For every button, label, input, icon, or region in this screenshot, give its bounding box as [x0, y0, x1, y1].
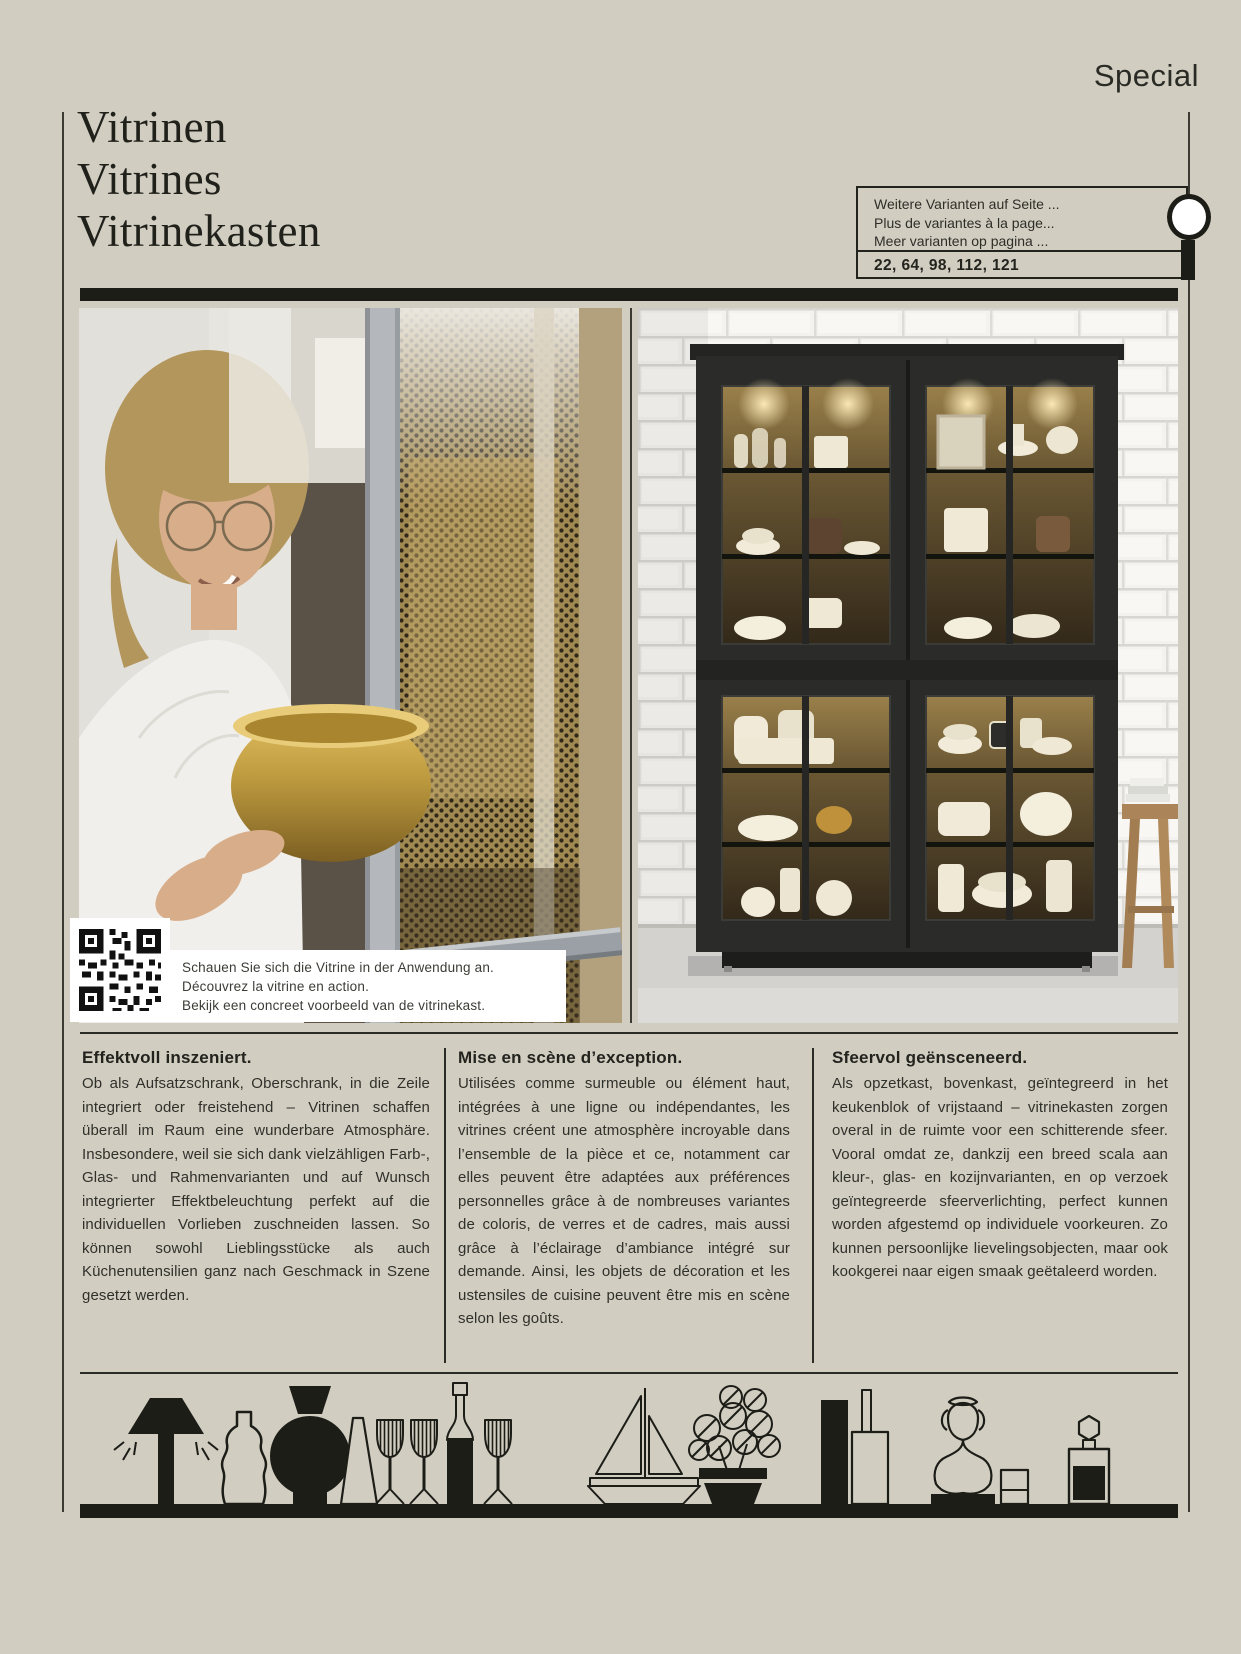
column-german-body: Ob als Aufsatzschrank, Oberschrank, in die Zeile integriert oder freistehend – Vitrinen schaffen überall im Raum eine wunderbare Atmosphäre. Insbesondere, weil sie sich dank vielzähligen Farb-, Glas- und Rahmenvarianten und auf Wunsch integrierter Effektbeleuchtung perfekt auf die individuellen Vorlieben zuschneiden lassen. So können sowohl Lieblingsstücke als auch Küchenutensilien ganz nach Geschmack in Szene gesetzt werden.	[82, 1075, 430, 1304]
potted-plant-icon	[689, 1386, 780, 1504]
variants-line-nl: Meer varianten op pagina ...	[874, 233, 1049, 249]
mesh-glass-pane	[400, 308, 622, 1023]
column-french	[458, 1048, 790, 1331]
small-box-icon	[1001, 1470, 1028, 1504]
column-divider	[444, 1048, 446, 1363]
ribbed-goblet-icon	[376, 1420, 404, 1504]
display-cabinet	[690, 344, 1124, 972]
photo-woman-vitrine-door-art	[79, 308, 622, 1023]
photo-divider-rule	[630, 308, 632, 1023]
qr-caption-line-fr: Découvrez la vitrine en action.	[182, 979, 370, 994]
column-german	[82, 1048, 430, 1307]
qr-caption-line-nl: Bekijk een concreet voorbeeld van de vitrinekast.	[182, 998, 486, 1013]
title-line-fr: Vitrines	[77, 154, 222, 204]
column-french-heading: Mise en scène d’exception.	[458, 1048, 683, 1067]
page-title	[77, 101, 321, 257]
column-dutch-body: Als opzetkast, bovenkast, geïntegreerd in het keukenblok of vrijstaand – vitrinekasten zorgen overal in de ruimte voor een schitterende sfeer. Vooral omdat ze, dankzij een breed scala aan kleur-, glas- en kozijnvarianten, en op verzoek geïntegreerde sfeerverlichting, perfect kunnen worden afgestemd op individuele voorkeuren. Zo kunnen persoonlijke lievelingsobjecten, maar ook kookgerei naar eigen smaak geëtaleerd worden.	[832, 1075, 1168, 1280]
variants-reference-box	[856, 186, 1188, 279]
column-dutch	[832, 1048, 1168, 1284]
organic-vase-icon	[222, 1412, 266, 1504]
column-dutch-heading: Sfeervol geënsceneerd.	[832, 1048, 1028, 1067]
perfume-bottle-icon	[1069, 1416, 1109, 1504]
round-black-vase-icon	[270, 1386, 350, 1504]
bust-sculpture-icon	[931, 1398, 995, 1505]
table-lamp-icon	[114, 1398, 218, 1504]
cone-object-icon	[341, 1418, 377, 1504]
ribbed-goblet-icon	[410, 1420, 438, 1504]
variants-line-fr: Plus de variantes à la page...	[874, 214, 1055, 231]
column-french-body: Utilisées comme surmeuble ou élément haut, intégrées à une ligne ou indépendantes, les vitrines créent une atmosphère incroyable dans l’ensemble de la pièce et ce, notamment car elles peuvent être adaptées aux préférences personnelles grâce à de nombreuses variantes de coloris, de verres et de cadres, mais aussi grâce à l’éclairage d’ambiance intégré sur demande. Ainsi, les objets de décoration et les ustensiles de cuisine peuvent être mis en scène selon les goûts.	[458, 1075, 790, 1327]
variants-line-de: Weitere Varianten auf Seite ...	[874, 196, 1060, 212]
left-margin-rule	[62, 112, 64, 1512]
qr-code	[70, 918, 170, 1022]
qr-code-art	[76, 926, 164, 1014]
title-underline-bar	[80, 288, 1178, 301]
title-line-de: Vitrinen	[77, 102, 227, 152]
title-line-nl: Vitrinekasten	[77, 206, 321, 256]
door-frame	[365, 308, 400, 1023]
column-german-heading: Effektvoll inszeniert.	[82, 1048, 252, 1067]
shelf-icons-art	[63, 1382, 1188, 1506]
rule-above-columns	[80, 1032, 1178, 1034]
photo-woman-vitrine-door	[79, 308, 622, 1023]
black-box-icon	[821, 1390, 888, 1504]
column-divider	[812, 1048, 814, 1363]
page-label: Special	[1093, 58, 1199, 93]
magnifier-icon-handle	[1181, 240, 1195, 280]
rule-above-icons	[80, 1372, 1178, 1374]
utensil-stick	[862, 1390, 871, 1434]
sailboat-icon	[588, 1388, 700, 1504]
wine-bottle-icon	[447, 1383, 473, 1504]
shelf-icons-row	[63, 1382, 1188, 1511]
right-margin-rule	[1188, 112, 1190, 1512]
qr-caption-line-de: Schauen Sie sich die Vitrine in der Anwendung an.	[182, 960, 495, 975]
variants-page-numbers: 22, 64, 98, 112, 121	[874, 257, 1020, 274]
utensil-holder-icon	[852, 1432, 888, 1504]
photo-display-cabinet-art	[638, 308, 1178, 1023]
ribbed-goblet-icon	[484, 1420, 512, 1504]
magnifier-icon	[1167, 194, 1211, 240]
shelf-line	[80, 1504, 1178, 1518]
qr-caption-box	[170, 950, 566, 1022]
photo-display-cabinet	[638, 308, 1178, 1023]
